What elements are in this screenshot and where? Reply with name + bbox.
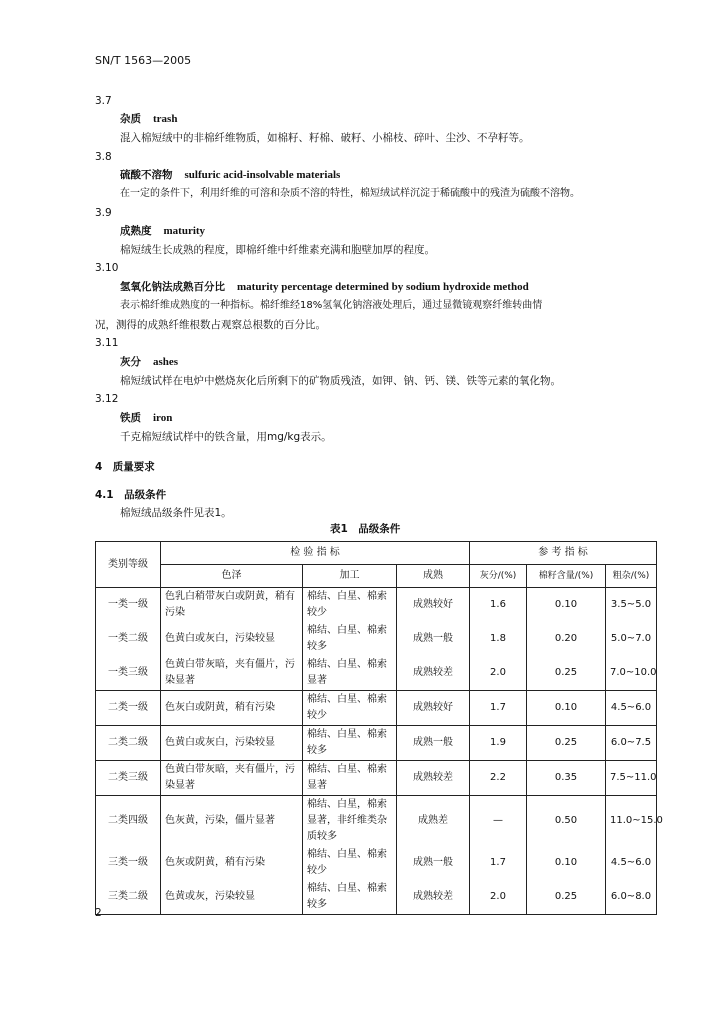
ash-cell: — [470, 796, 527, 847]
trash-cell: 6.0~8.0 [606, 880, 657, 915]
seed-cell: 0.10 [527, 691, 606, 726]
trash-cell: 5.0~7.0 [606, 622, 657, 656]
color-cell: 色灰黄，污染，僵片显著 [161, 796, 303, 847]
term-title [120, 112, 177, 126]
seed-cell: 0.25 [527, 726, 606, 761]
term-number: 3.7 [95, 95, 112, 107]
term-title [120, 280, 529, 294]
column-header: 灰分/(%) [470, 565, 527, 588]
table-row [96, 588, 657, 623]
seed-cell: 0.25 [527, 880, 606, 915]
processing-cell: 棉结、白星、棉索显著 [303, 656, 397, 691]
ash-cell: 1.7 [470, 691, 527, 726]
table-row [96, 880, 657, 915]
table-row [96, 691, 657, 726]
term-title [120, 168, 340, 182]
table-row [96, 761, 657, 796]
table-row [96, 726, 657, 761]
term-number: 3.10 [95, 262, 119, 274]
grade-cell: 三类一级 [96, 846, 161, 880]
color-cell: 色乳白稍带灰白或阴黄，稍有污染 [161, 588, 303, 623]
ash-cell: 1.7 [470, 846, 527, 880]
grade-cell: 一类二级 [96, 622, 161, 656]
column-header: 粗杂/(%) [606, 565, 657, 588]
maturity-cell: 成熟较好 [397, 588, 470, 623]
column-header: 棉籽含量/(%) [527, 565, 606, 588]
processing-cell: 棉结、白星、棉索较少 [303, 846, 397, 880]
maturity-cell: 成熟一般 [397, 622, 470, 656]
header-reference: 参 考 指 标 [470, 542, 657, 565]
seed-cell: 0.50 [527, 796, 606, 847]
table-header-row [96, 565, 657, 588]
table-row [96, 656, 657, 691]
trash-cell: 11.0~15.0 [606, 796, 657, 847]
maturity-cell: 成熟一般 [397, 726, 470, 761]
trash-cell: 6.0~7.5 [606, 726, 657, 761]
term-number: 3.12 [95, 393, 119, 405]
table-title: 表1 品级条件 [330, 523, 401, 535]
column-header: 成熟 [397, 565, 470, 588]
term-zh: 杂质 [120, 113, 141, 125]
term-number: 3.8 [95, 151, 112, 163]
column-header: 加工 [303, 565, 397, 588]
ash-cell: 2.2 [470, 761, 527, 796]
maturity-cell: 成熟较差 [397, 761, 470, 796]
document-header: SN/T 1563—2005 [95, 54, 192, 67]
color-cell: 色灰或阴黄，稍有污染 [161, 846, 303, 880]
grade-cell: 二类一级 [96, 691, 161, 726]
ash-cell: 1.9 [470, 726, 527, 761]
color-cell: 色黄白带灰暗，夹有僵片，污染显著 [161, 761, 303, 796]
term-title [120, 411, 172, 425]
term-number: 3.9 [95, 207, 112, 219]
maturity-cell: 成熟一般 [397, 846, 470, 880]
section-heading: 4.1 品级条件 [95, 489, 167, 501]
term-zh: 硫酸不溶物 [120, 169, 173, 181]
column-header: 色泽 [161, 565, 303, 588]
trash-cell: 4.5~6.0 [606, 691, 657, 726]
maturity-cell: 成熟差 [397, 796, 470, 847]
trash-cell: 7.0~10.0 [606, 656, 657, 691]
grade-cell: 一类三级 [96, 656, 161, 691]
color-cell: 色灰白或阴黄，稍有污染 [161, 691, 303, 726]
term-desc: 表示棉纤维成熟度的一种指标。棉纤维经18%氢氧化钠溶液处理后，通过显微镜观察纤维转曲情 [120, 300, 543, 311]
term-title [120, 224, 205, 238]
color-cell: 色黄白或灰白，污染较显 [161, 726, 303, 761]
table-header-row [96, 542, 657, 565]
ash-cell: 2.0 [470, 880, 527, 915]
grade-cell: 三类二级 [96, 880, 161, 915]
processing-cell: 棉结、白星、棉索较少 [303, 691, 397, 726]
header-grade: 类别等级 [96, 542, 161, 588]
seed-cell: 0.10 [527, 588, 606, 623]
page-number: 2 [95, 907, 102, 919]
term-zh: 成熟度 [120, 225, 152, 237]
trash-cell: 4.5~6.0 [606, 846, 657, 880]
seed-cell: 0.35 [527, 761, 606, 796]
term-en: iron [153, 412, 173, 424]
term-title [120, 355, 178, 369]
seed-cell: 0.10 [527, 846, 606, 880]
term-desc: 况，测得的成熟纤维根数占观察总根数的百分比。 [95, 319, 326, 331]
term-en: maturity [163, 225, 206, 237]
color-cell: 色黄白带灰暗，夹有僵片，污染显著 [161, 656, 303, 691]
table-row [96, 796, 657, 847]
ash-cell: 2.0 [470, 656, 527, 691]
grade-cell: 一类一级 [96, 588, 161, 623]
maturity-cell: 成熟较差 [397, 880, 470, 915]
term-desc: 混入棉短绒中的非棉纤维物质，如棉籽、籽棉、破籽、小棉枝、碎叶、尘沙、不孕籽等。 [120, 132, 530, 144]
section-text: 棉短绒品级条件见表1。 [120, 507, 232, 519]
processing-cell: 棉结、白星、棉索较多 [303, 880, 397, 915]
term-zh: 灰分 [120, 356, 141, 368]
processing-cell: 棉结、白星、棉索较多 [303, 726, 397, 761]
term-en: sulfuric acid-insolvable materials [184, 169, 341, 181]
seed-cell: 0.20 [527, 622, 606, 656]
trash-cell: 7.5~11.0 [606, 761, 657, 796]
processing-cell: 棉结、白星、棉索较少 [303, 588, 397, 623]
color-cell: 色黄或灰，污染较显 [161, 880, 303, 915]
grade-cell: 二类四级 [96, 796, 161, 847]
maturity-cell: 成熟较差 [397, 656, 470, 691]
trash-cell: 3.5~5.0 [606, 588, 657, 623]
grade-cell: 二类三级 [96, 761, 161, 796]
table-row [96, 846, 657, 880]
processing-cell: 棉结、白星，棉索显著，非纤维类杂质较多 [303, 796, 397, 847]
term-zh: 氢氧化钠法成熟百分比 [120, 281, 225, 293]
table-row [96, 622, 657, 656]
maturity-cell: 成熟较好 [397, 691, 470, 726]
term-number: 3.11 [95, 337, 119, 349]
color-cell: 色黄白或灰白，污染较显 [161, 622, 303, 656]
processing-cell: 棉结、白星、棉索显著 [303, 761, 397, 796]
term-desc: 棉短绒生长成熟的程度，即棉纤维中纤维素充满和胞壁加厚的程度。 [120, 244, 435, 256]
term-en: trash [153, 113, 178, 125]
term-en: maturity percentage determined by sodium hydroxide method [237, 281, 529, 293]
grade-cell: 二类二级 [96, 726, 161, 761]
term-desc: 千克棉短绒试样中的铁含量，用mg/kg表示。 [120, 431, 332, 443]
term-desc: 在一定的条件下，利用纤维的可溶和杂质不溶的特性，棉短绒试样沉淀于稀硫酸中的残渣为硫酸不溶物。 [120, 188, 580, 199]
section-heading: 4 质量要求 [95, 461, 155, 473]
term-en: ashes [153, 356, 179, 368]
grade-table [95, 541, 663, 915]
term-zh: 铁质 [120, 412, 141, 424]
ash-cell: 1.8 [470, 622, 527, 656]
processing-cell: 棉结、白星、棉索较多 [303, 622, 397, 656]
header-inspect: 检 验 指 标 [161, 542, 470, 565]
ash-cell: 1.6 [470, 588, 527, 623]
term-desc: 棉短绒试样在电炉中燃烧灰化后所剩下的矿物质残渣，如钾、钠、钙、镁、铁等元素的氧化物。 [120, 375, 561, 387]
seed-cell: 0.25 [527, 656, 606, 691]
